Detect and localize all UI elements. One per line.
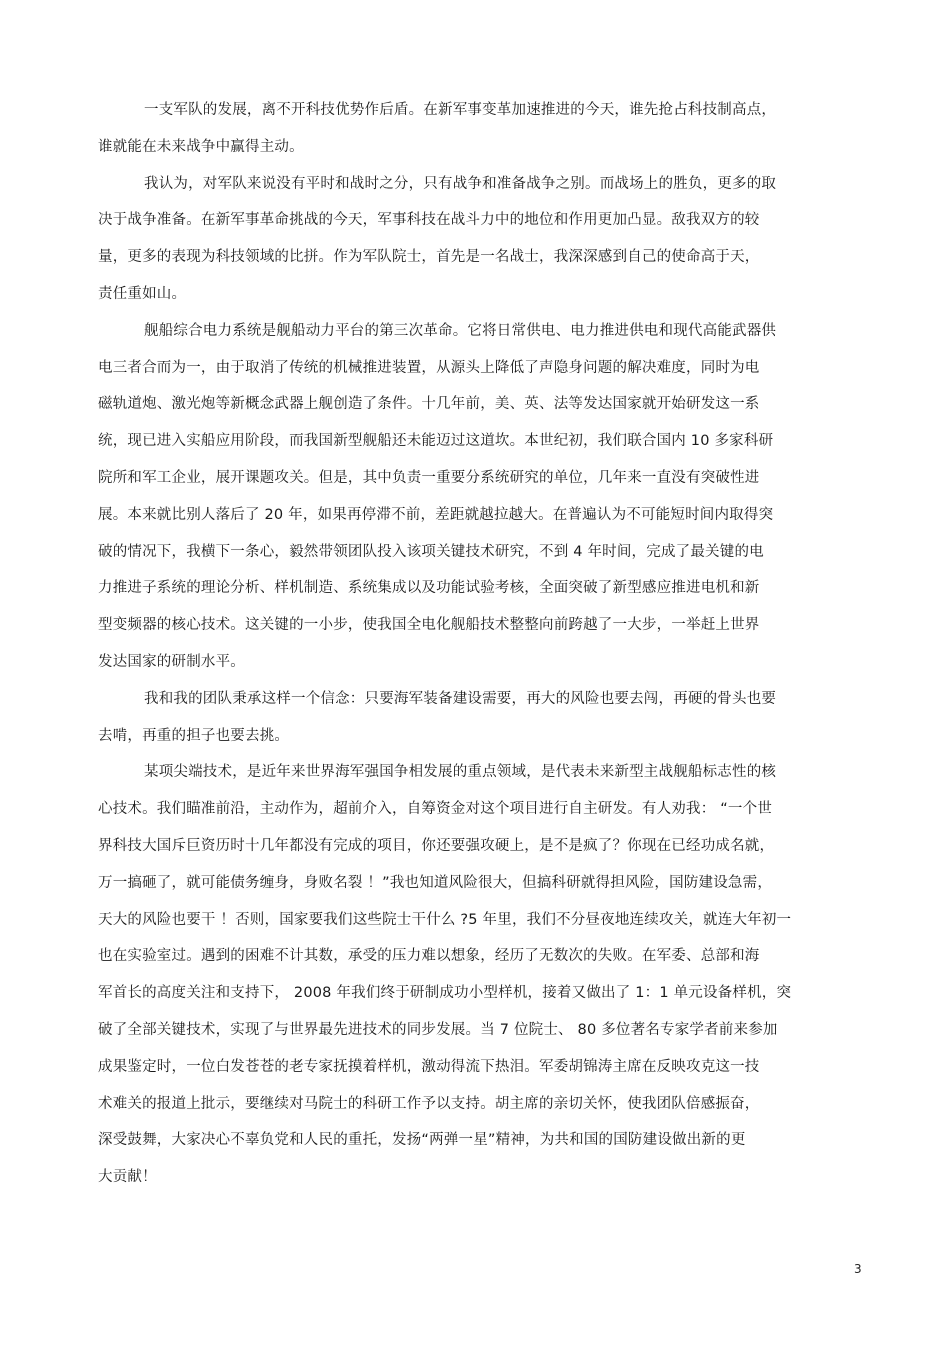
text-line: 发达国家的研制水平。 <box>98 653 245 670</box>
text-line: 某项尖端技术，是近年来世界海军强国争相发展的重点领域，是代表未来新型主战舰船标志性的核 <box>144 764 777 781</box>
text-line: 术难关的报道上批示，要继续对马院士的科研工作予以支持。胡主席的亲切关怀，使我团队倍感振奋， <box>98 1095 760 1112</box>
text-line: 我认为，对军队来说没有平时和战时之分，只有战争和准备战争之别。而战场上的胜负，更多的取 <box>144 175 777 192</box>
text-line: 舰船综合电力系统是舰船动力平台的第三次革命。它将日常供电、电力推进供电和现代高能武器供 <box>144 322 777 339</box>
text-line: 军首长的高度关注和支持下， 2008 年我们终于研制成功小型样机，接着又做出了 1：1 单元设备样机，突 <box>98 985 792 1002</box>
text-line: 统，现已进入实船应用阶段，而我国新型舰船还未能迈过这道坎。本世纪初，我们联合国内 10 多家科研 <box>98 433 774 450</box>
text-line: 电三者合而为一，由于取消了传统的机械推进装置，从源头上降低了声隐身问题的解决难度，同时为电 <box>98 359 760 376</box>
text-line: 一支军队的发展，离不开科技优势作后盾。在新军事变革加速推进的今天，谁先抢占科技制高点， <box>144 102 777 118</box>
text-line: 决于战争准备。在新军事革命挑战的今天，军事科技在战斗力中的地位和作用更加凸显。敌我双方的较 <box>98 212 760 229</box>
text-line: 成果鉴定时，一位白发苍苍的老专家抚摸着样机，激动得流下热泪。军委胡锦涛主席在反映攻克这一技 <box>98 1058 760 1075</box>
text-line: 天大的风险也要干 ！否则，国家要我们这些院士干什么 ?5 年里，我们不分昼夜地连续攻关，就连大年初一 <box>98 911 792 928</box>
text-line: 我和我的团队秉承这样一个信念：只要海军装备建设需要，再大的风险也要去闯，再硬的骨头也要 <box>144 690 777 707</box>
text-line: 型变频器的核心技术。这关键的一小步，使我国全电化舰船技术整整向前跨越了一大步，一举赶上世界 <box>98 617 760 634</box>
text-line: 深受鼓舞，大家决心不辜负党和人民的重托，发扬“两弹一星”精神，为共和国的国防建设做出新的更 <box>98 1132 746 1149</box>
text-line: 万一搞砸了，就可能债务缠身，身败名裂 ！”我也知道风险很大，但搞科研就得担风险，国防建设急需， <box>98 874 773 891</box>
text-line: 量，更多的表现为科技领域的比拼。作为军队院士，首先是一名战士，我深深感到自己的使命高于天， <box>98 249 760 266</box>
paragraph <box>98 92 868 166</box>
text-line: 大贡献！ <box>98 1169 157 1186</box>
text-line: 磁轨道炮、激光炮等新概念武器上舰创造了条件。十几年前，美、英、法等发达国家就开始研发这一系 <box>98 396 760 413</box>
page-number: 3 <box>854 1262 862 1276</box>
text-line: 责任重如山。 <box>98 285 187 302</box>
text-line: 展。本来就比别人落后了 20 年，如果再停滞不前，差距就越拉越大。在普遍认为不可能短时间内取得突 <box>98 506 774 523</box>
paragraph <box>98 313 868 681</box>
text-line: 力推进子系统的理论分析、样机制造、系统集成以及功能试验考核，全面突破了新型感应推进电机和新 <box>98 580 760 597</box>
text-line: 心技术。我们瞄准前沿，主动作为，超前介入，自筹资金对这个项目进行自主研发。有人劝我： “一个世 <box>98 801 773 818</box>
paragraph <box>98 754 868 1196</box>
text-line: 谁就能在未来战争中赢得主动。 <box>98 138 304 155</box>
paragraph <box>98 166 868 313</box>
text-line: 也在实验室过。遇到的困难不计其数，承受的压力难以想象，经历了无数次的失败。在军委、总部和海 <box>98 948 760 965</box>
text-line: 破了全部关键技术，实现了与世界最先进技术的同步发展。当 7 位院士、 80 多位著名专家学者前来参加 <box>98 1021 778 1038</box>
text-line: 界科技大国斥巨资历时十几年都没有完成的项目，你还要强攻硬上，是不是疯了？你现在已经功成名就， <box>98 837 775 854</box>
text-line: 去啃，再重的担子也要去挑。 <box>98 727 290 744</box>
text-line: 院所和军工企业，展开课题攻关。但是，其中负责一重要分系统研究的单位，几年来一直没有突破性进 <box>98 469 760 486</box>
text-line: 破的情况下，我横下一条心，毅然带领团队投入该项关键技术研究，不到 4 年时间，完成了最关键的电 <box>98 543 764 560</box>
paragraph <box>98 681 868 755</box>
document-body <box>98 92 868 1196</box>
